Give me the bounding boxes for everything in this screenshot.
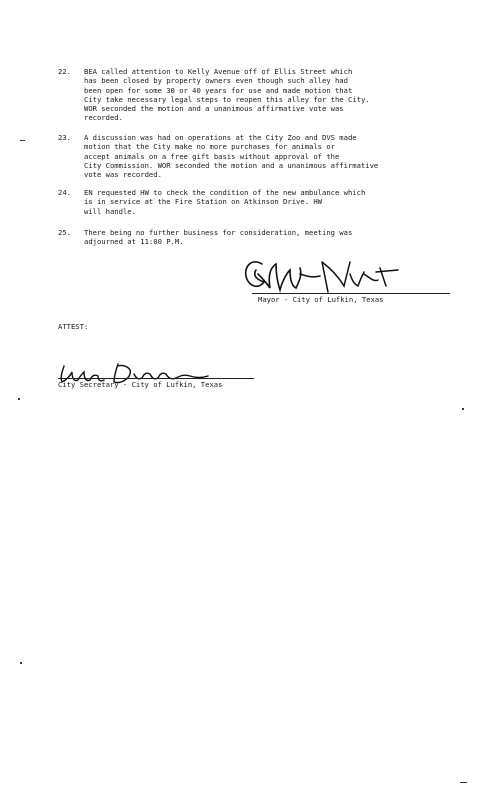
scan-mark bbox=[20, 140, 25, 141]
scan-mark bbox=[462, 408, 464, 410]
mayor-signature bbox=[240, 252, 410, 297]
item-text: BEA called attention to Kelly Avenue off of Ellis Street which has been closed by property owners even though such alley had been open for some 30 or 40 years for use and made motion that City take necessary legal steps to reopen this alley for the City. WOR seconded the motion and a unanimous affirmative vote was recorded. bbox=[84, 67, 370, 123]
item-text: EN requested HW to check the condition of the new ambulance which is in service at the Fire Station on Atkinson Drive. HW will handle. bbox=[84, 188, 366, 216]
minutes-item-23 bbox=[58, 133, 418, 179]
scan-mark bbox=[18, 398, 20, 400]
minutes-item-22 bbox=[58, 67, 418, 123]
attest-label: ATTEST: bbox=[58, 322, 89, 331]
item-number: 22. bbox=[58, 67, 71, 76]
item-text: There being no further business for consideration, meeting was adjourned at 11:00 P.M. bbox=[84, 228, 353, 247]
scan-mark bbox=[20, 662, 22, 664]
item-number: 23. bbox=[58, 133, 71, 142]
item-text: A discussion was had on operations at the City Zoo and DVS made motion that the City make no more purchases for animals or accept animals on a free gift basis without approval of the City Commission. WOR seconded the motion and a unanimous affirmative vote was recorded. bbox=[84, 133, 379, 180]
secretary-caption: City Secretary - City of Lufkin, Texas bbox=[58, 380, 223, 389]
mayor-signature-line bbox=[252, 293, 450, 294]
minutes-item-25 bbox=[58, 228, 418, 247]
item-number: 24. bbox=[58, 188, 71, 197]
minutes-item-24 bbox=[58, 188, 418, 216]
item-number: 25. bbox=[58, 228, 71, 237]
secretary-signature-line bbox=[58, 378, 254, 379]
mayor-caption: Mayor - City of Lufkin, Texas bbox=[258, 295, 384, 304]
scan-mark bbox=[460, 782, 467, 783]
